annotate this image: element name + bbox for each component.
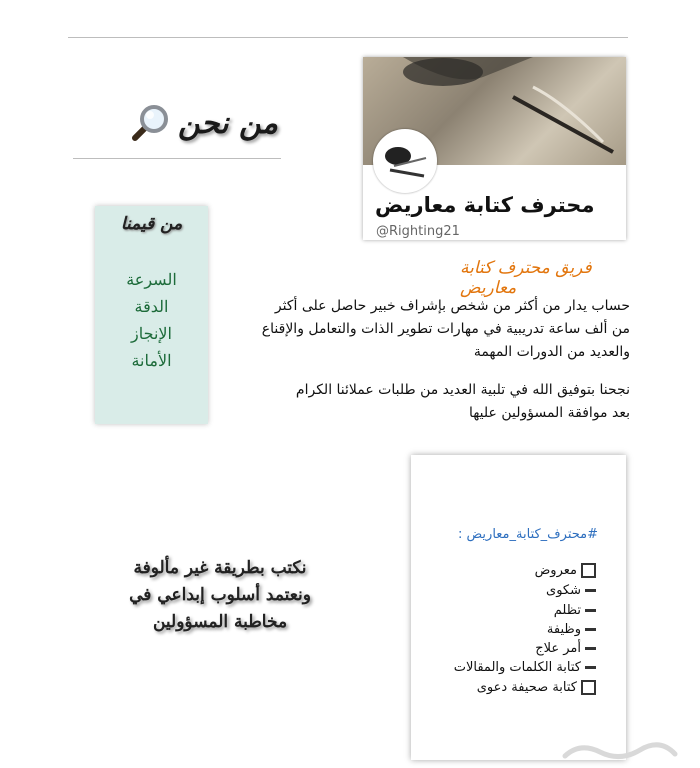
intro-line: والعديد من الدورات المهمة <box>473 344 630 360</box>
profile-name: محترف كتابة معاريض <box>375 193 595 217</box>
team-heading: فريق محترف كتابة معاريض <box>460 258 592 298</box>
top-divider <box>68 37 628 38</box>
profile-avatar[interactable] <box>373 129 437 193</box>
values-heading: من قيمنا <box>120 214 183 234</box>
checkbox-icon <box>581 563 596 578</box>
value-item: السرعة <box>126 270 177 289</box>
service-label: معروض <box>534 563 577 578</box>
service-item <box>366 583 596 598</box>
intro-paragraph <box>100 295 630 364</box>
service-item <box>366 680 596 695</box>
dash-icon <box>585 609 596 612</box>
service-item <box>366 660 596 675</box>
dash-icon <box>585 628 596 631</box>
service-label: أمر علاج <box>535 641 581 656</box>
service-label: كتابة صحيفة دعوى <box>476 680 577 695</box>
slogan-line: نكتب بطريقة غير مألوفة <box>133 558 307 578</box>
success-paragraph <box>100 379 630 425</box>
service-item <box>366 622 596 637</box>
service-label: وظيفة <box>546 622 581 637</box>
value-item: الإنجاز <box>131 324 172 343</box>
value-item: الدقة <box>134 297 169 316</box>
success-line: بعد موافقة المسؤولين عليها <box>468 405 630 421</box>
service-item <box>366 563 596 578</box>
service-label: شكوى <box>546 583 581 598</box>
dash-icon <box>585 647 596 650</box>
value-item: الأمانة <box>131 351 172 370</box>
services-hashtag[interactable]: #محترف_كتابة_معاريض : <box>457 527 598 542</box>
slogan-line: ونعتمد أسلوب إبداعي في <box>129 585 311 605</box>
success-line: نجحنا بتوفيق الله في تلبية العديد من طلبات عملائنا الكرام <box>295 382 630 398</box>
watermark-logo <box>560 738 680 762</box>
service-item <box>366 641 596 656</box>
intro-line: حساب يدار من أكثر من شخص بإشراف خبير حاصل على أكثر <box>274 298 630 314</box>
profile-handle[interactable]: @Righting21 <box>376 224 460 239</box>
checkbox-icon <box>581 680 596 695</box>
service-item <box>366 603 596 618</box>
slogan-line: مخاطبة المسؤولين <box>152 612 288 632</box>
title-divider <box>73 158 281 159</box>
page-title <box>130 98 290 148</box>
dash-icon <box>585 589 596 592</box>
intro-line: من ألف ساعة تدريبية في مهارات تطوير الذات والتعامل والإقناع <box>261 321 630 337</box>
slogan <box>110 555 330 636</box>
dash-icon <box>585 666 596 669</box>
service-label: كتابة الكلمات والمقالات <box>453 660 581 675</box>
magnifier-icon <box>130 103 170 143</box>
page-title-text: من نحن <box>178 105 278 141</box>
service-label: تظلم <box>553 603 581 618</box>
